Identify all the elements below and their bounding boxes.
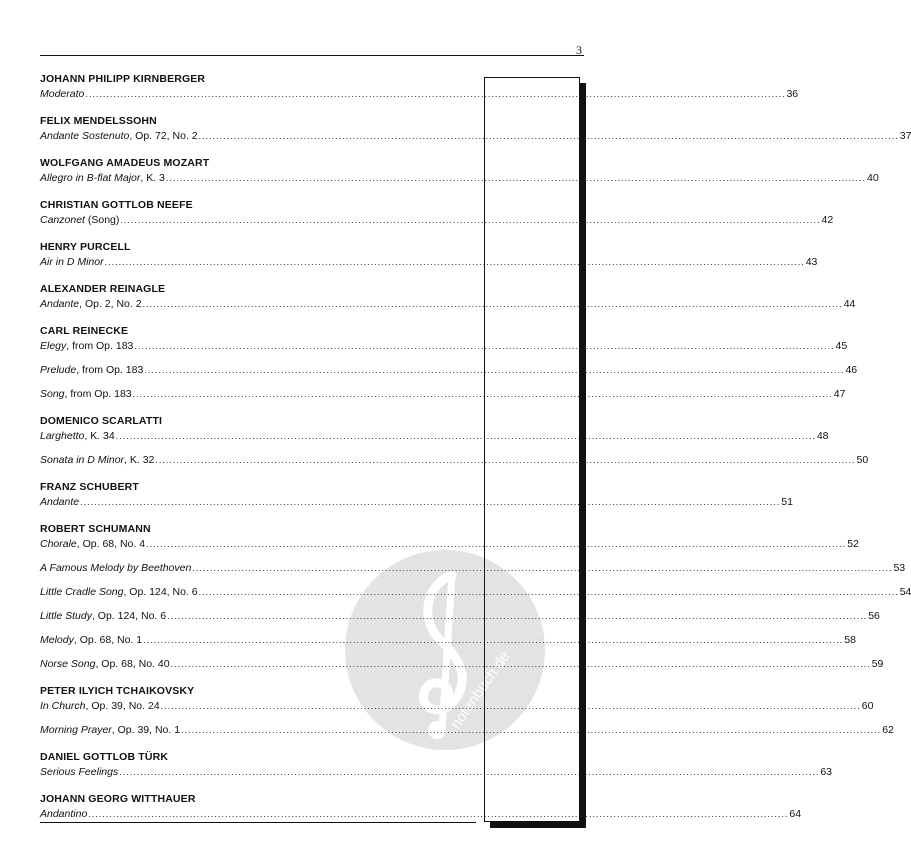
piece-title: [40, 171, 165, 185]
composer-block: [40, 198, 834, 227]
piece-title: [40, 129, 198, 143]
dot-leader: ........................................................................................................................................................................................................: [155, 455, 856, 465]
page-ref: 63: [820, 766, 833, 778]
toc-entry[interactable]: [40, 495, 793, 509]
composer-name: CHRISTIAN GOTTLOB NEEFE: [40, 199, 193, 211]
piece-title-italic: Melody: [40, 634, 74, 646]
composer-name: CARL REINECKE: [40, 325, 129, 337]
toc-entry[interactable]: [40, 363, 858, 377]
composer-block: [40, 72, 799, 101]
dot-leader: ........................................................................................................................................................................................................: [134, 341, 835, 351]
piece-title: [40, 633, 142, 647]
composer-name: DANIEL GOTTLOB TÜRK: [40, 751, 169, 763]
piece-title-italic: Prelude: [40, 364, 77, 376]
piece-title-italic: Elegy: [40, 340, 67, 352]
toc-entry[interactable]: [40, 723, 894, 737]
composer-block: [40, 114, 911, 143]
piece-title: [40, 429, 115, 443]
page-ref: 46: [845, 364, 858, 376]
toc-entry[interactable]: [40, 339, 848, 353]
composer-block: [40, 792, 802, 821]
composer-name: DOMENICO SCARLATTI: [40, 415, 163, 427]
toc-entry[interactable]: [40, 561, 906, 575]
page-ref: 51: [781, 496, 793, 508]
toc-entry[interactable]: [40, 387, 846, 401]
piece-title-suffix: , Op. 39, No. 1: [111, 724, 181, 736]
piece-title-italic: Norse Song: [40, 658, 96, 670]
toc-entry[interactable]: [40, 609, 880, 623]
page-ref: 36: [786, 88, 799, 100]
piece-title-italic: Serious Feelings: [40, 766, 119, 778]
page-ref: 40: [867, 172, 879, 184]
piece-title: [40, 387, 132, 401]
composer-name: JOHANN PHILIPP KIRNBERGER: [40, 73, 206, 85]
watermark-text: notenbuch.de: [447, 648, 514, 733]
piece-title-suffix: , Op. 39, No. 24: [85, 700, 160, 712]
page-ref: 44: [843, 298, 856, 310]
dot-leader: ........................................................................................................................................................................................................: [146, 539, 847, 549]
page-ref: 47: [833, 388, 846, 400]
piece-title-italic: Andante: [40, 298, 80, 310]
piece-title-italic: Larghetto: [40, 430, 85, 442]
toc-entry[interactable]: [40, 429, 829, 443]
toc-entry[interactable]: [40, 453, 869, 467]
page-ref: 62: [882, 724, 894, 736]
piece-title-italic: Air in D Minor: [40, 256, 104, 268]
piece-title: [40, 585, 198, 599]
piece-title: [40, 561, 191, 575]
piece-title-suffix: , K. 3: [140, 172, 165, 184]
piece-title-suffix: , Op. 68, No. 40: [95, 658, 170, 670]
piece-title-suffix: , K. 34: [84, 430, 115, 442]
toc-entry[interactable]: [40, 87, 799, 101]
page-ref: 43: [805, 256, 818, 268]
dot-leader: ........................................................................................................................................................................................................: [198, 587, 899, 597]
page-ref: 64: [789, 808, 802, 820]
piece-title: [40, 363, 143, 377]
composer-block: [40, 240, 818, 269]
piece-title: [40, 297, 142, 311]
page-ref: 53: [893, 562, 906, 574]
piece-title-italic: Little Study: [40, 610, 92, 622]
piece-title-italic: In Church: [40, 700, 86, 712]
piece-title: [40, 495, 79, 509]
piece-title-suffix: , from Op. 183: [64, 388, 132, 400]
piece-title-suffix: , K. 32: [124, 454, 155, 466]
piece-title-italic: Andantino: [40, 808, 88, 820]
piece-title: [40, 537, 145, 551]
piece-title: [40, 807, 87, 821]
dot-leader: ........................................................................................................................................................................................................: [165, 173, 866, 183]
dot-leader: ........................................................................................................................................................................................................: [198, 131, 899, 141]
piece-title-italic: Andante: [40, 496, 80, 508]
composer-name: FELIX MENDELSSOHN: [40, 115, 157, 127]
piece-title: [40, 765, 118, 779]
toc-entry[interactable]: [40, 699, 874, 713]
page-number: 3: [576, 43, 582, 57]
toc-entry[interactable]: [40, 657, 884, 671]
piece-title-suffix: (Song): [84, 214, 120, 226]
page-ref: 50: [856, 454, 869, 466]
piece-title: [40, 699, 160, 713]
page-ref: 54: [899, 586, 911, 598]
page-ref: 45: [835, 340, 848, 352]
piece-title: [40, 87, 84, 101]
toc-entry[interactable]: [40, 297, 856, 311]
composer-block: [40, 324, 858, 401]
composer-block: [40, 522, 911, 671]
piece-title-italic: A Famous Melody by Beethoven: [40, 562, 192, 574]
page-ref: 58: [844, 634, 856, 646]
piece-title: [40, 213, 119, 227]
toc-entry[interactable]: [40, 765, 833, 779]
piece-title-italic: Sonata in D Minor: [40, 454, 125, 466]
piece-title-suffix: , Op. 124, No. 6: [123, 586, 198, 598]
toc-entry[interactable]: [40, 807, 802, 821]
dot-leader: ........................................................................................................................................................................................................: [142, 299, 843, 309]
composer-name: PETER ILYICH TCHAIKOVSKY: [40, 685, 195, 697]
toc-entry[interactable]: [40, 171, 879, 185]
dot-leader: ........................................................................................................................................................................................................: [80, 497, 781, 507]
piece-title-italic: Little Cradle Song: [40, 586, 124, 598]
composer-block: [40, 480, 793, 509]
toc-entry[interactable]: [40, 537, 859, 551]
piece-title: [40, 609, 166, 623]
dot-leader: ........................................................................................................................................................................................................: [119, 767, 820, 777]
dot-leader: ........................................................................................................................................................................................................: [181, 725, 882, 735]
composer-name: ALEXANDER REINAGLE: [40, 283, 166, 295]
dot-leader: ........................................................................................................................................................................................................: [143, 635, 844, 645]
piece-title: [40, 453, 154, 467]
dot-leader: ........................................................................................................................................................................................................: [120, 215, 821, 225]
piece-title-italic: Allegro in B-flat Major: [40, 172, 141, 184]
composer-name: HENRY PURCELL: [40, 241, 131, 253]
composer-name: WOLFGANG AMADEUS MOZART: [40, 157, 210, 169]
page-ref: 56: [868, 610, 880, 622]
composer-name: ROBERT SCHUMANN: [40, 523, 151, 535]
piece-title-italic: Andante Sostenuto: [40, 130, 130, 142]
piece-title-suffix: , Op. 124, No. 6: [91, 610, 167, 622]
piece-title: [40, 339, 133, 353]
bottom-rule: [40, 822, 476, 823]
dot-leader: ........................................................................................................................................................................................................: [167, 611, 868, 621]
toc-entry[interactable]: [40, 129, 911, 143]
piece-title-suffix: , Op. 2, No. 2: [79, 298, 142, 310]
piece-title: [40, 657, 170, 671]
dot-leader: ........................................................................................................................................................................................................: [104, 257, 805, 267]
toc-entry[interactable]: [40, 255, 818, 269]
piece-title-suffix: , Op. 68, No. 1: [73, 634, 143, 646]
piece-title: [40, 255, 104, 269]
piece-title-italic: Song: [40, 388, 65, 400]
piece-title-italic: Chorale: [40, 538, 77, 550]
toc-entry[interactable]: [40, 585, 911, 599]
top-rule: [40, 55, 584, 56]
page-ref: 42: [821, 214, 834, 226]
composer-block: [40, 414, 869, 467]
page-ref: 59: [871, 658, 884, 670]
piece-title-suffix: , from Op. 183: [76, 364, 144, 376]
composer-block: [40, 750, 833, 779]
piece-title-suffix: , from Op. 183: [66, 340, 134, 352]
dot-leader: ........................................................................................................................................................................................................: [192, 563, 893, 573]
page-ref: 37: [899, 130, 911, 142]
dot-leader: ........................................................................................................................................................................................................: [85, 89, 786, 99]
piece-title: [40, 723, 180, 737]
composer-block: [40, 156, 879, 185]
piece-title-italic: Canzonet: [40, 214, 85, 226]
page-ref: 48: [816, 430, 829, 442]
piece-title-italic: Morning Prayer: [40, 724, 112, 736]
page-ref: 60: [861, 700, 874, 712]
piece-title-suffix: , Op. 72, No. 2: [129, 130, 198, 142]
toc-entry[interactable]: [40, 213, 834, 227]
piece-title-italic: Moderato: [40, 88, 85, 100]
composer-name: JOHANN GEORG WITTHAUER: [40, 793, 196, 805]
piece-title-suffix: , Op. 68, No. 4: [76, 538, 146, 550]
toc-entry[interactable]: [40, 633, 856, 647]
dot-leader: ........................................................................................................................................................................................................: [160, 701, 861, 711]
dot-leader: ........................................................................................................................................................................................................: [115, 431, 816, 441]
page-ref: 52: [847, 538, 859, 550]
dot-leader: ........................................................................................................................................................................................................: [170, 659, 871, 669]
dot-leader: ........................................................................................................................................................................................................: [88, 809, 789, 819]
dot-leader: ........................................................................................................................................................................................................: [132, 389, 833, 399]
dot-leader: ........................................................................................................................................................................................................: [144, 365, 845, 375]
composer-name: FRANZ SCHUBERT: [40, 481, 139, 493]
composer-block: [40, 282, 856, 311]
